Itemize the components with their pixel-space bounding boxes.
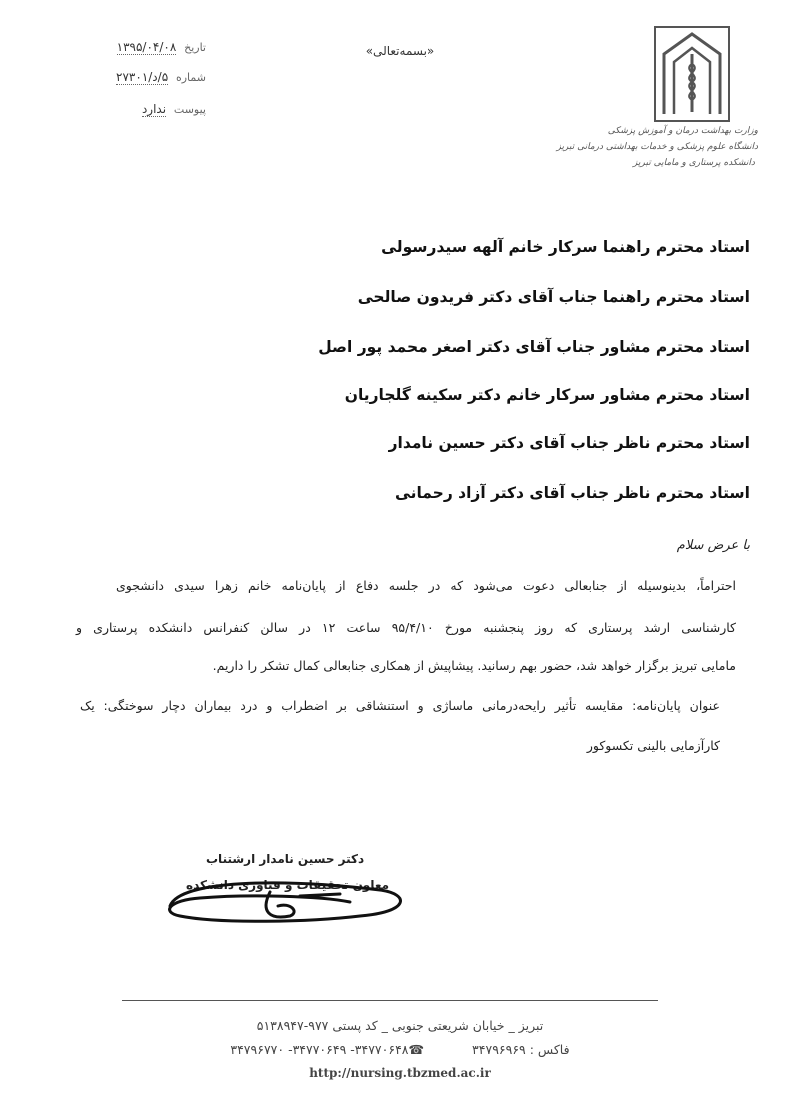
body-line-4: عنوان پایان‌نامه: مقایسه تأثیر رایحه‌درمانی ماساژی و استنشاقی بر اضطراب و درد بیماران دچار سوختگی: یک <box>80 698 720 713</box>
footer-fax: فاکس : ۳۴۷۹۶۹۶۹ <box>472 1042 570 1057</box>
date-line <box>86 40 206 55</box>
footer-phones: ☎۳۴۷۷۰۶۴۸- ۳۴۷۷۰۶۴۹- ۳۴۷۹۶۷۷۰ <box>230 1042 425 1057</box>
body-line-2: کارشناسی ارشد پرستاری که روز پنجشنبه مورخ ۹۵/۴/۱۰ ساعت ۱۲ در سالن کنفرانس دانشکده پرستاری و <box>76 620 737 635</box>
recipient-4: استاد محترم مشاور سرکار خانم دکتر سکینه گلجاریان <box>344 386 750 404</box>
greeting: با عرض سلام <box>676 538 750 553</box>
signer-name: دکتر حسین نامدار ارشتناب <box>206 852 365 866</box>
basmala: «بسمه‌تعالی» <box>365 44 435 58</box>
number-label: شماره <box>175 71 206 84</box>
number-line <box>86 70 206 85</box>
body-line-5: کارآزمایی بالینی تکسوکور <box>586 738 720 753</box>
attachment-line <box>86 102 206 117</box>
recipient-6: استاد محترم ناظر جناب آقای دکتر آزاد رحمانی <box>394 484 750 502</box>
number-value: ۵/د/۲۷۳۰۱ <box>116 70 169 84</box>
attachment-value: ندارد <box>141 102 167 116</box>
recipient-2: استاد محترم راهنما جناب آقای دکتر فریدون صالحی <box>357 288 750 306</box>
footer-contact <box>120 1042 680 1057</box>
date-label: تاریخ <box>184 41 206 54</box>
signer-title: معاون تحقیقات و فناوری دانشکده <box>186 878 390 892</box>
logo-caption-1: وزارت بهداشت درمان و آموزش پزشکی <box>607 126 758 136</box>
footer-address: تبریز _ خیابان شریعتی جنوبی _ کد پستی ۹۷۷-۵۱۳۸۹۴۷ <box>256 1018 544 1033</box>
logo-caption-3: دانشکده پرستاری و مامایی تبریز <box>633 158 755 168</box>
handwritten-signature-icon <box>160 872 420 932</box>
recipient-5: استاد محترم ناظر جناب آقای دکتر حسین نامدار <box>388 434 750 452</box>
date-value: ۱۳۹۵/۰۴/۰۸ <box>116 40 177 54</box>
recipient-3: استاد محترم مشاور جناب آقای دکتر اصغر محمد پور اصل <box>318 338 750 356</box>
recipient-1: استاد محترم راهنما سرکار خانم آلهه سیدرسولی <box>381 238 750 256</box>
logo-caption-2: دانشگاه علوم پزشکی و خدمات بهداشتی درمانی تبریز <box>556 142 758 152</box>
website-link[interactable]: http://nursing.tbzmed.ac.ir <box>309 1066 491 1080</box>
attachment-label: پیوست <box>173 103 206 116</box>
body-line-3: مامایی تبریز برگزار خواهد شد، حضور بهم رسانید. پیشاپیش از همکاری جنابعالی کمال تشکر را داریم. <box>212 658 736 673</box>
footer-divider <box>122 1000 658 1001</box>
university-logo-icon <box>652 24 732 124</box>
body-line-1: احتراماً، بدینوسیله از جنابعالی دعوت می‌شود که در جلسه دفاع از پایان‌نامه خانم زهرا سیدی دانشجوی <box>116 578 736 593</box>
